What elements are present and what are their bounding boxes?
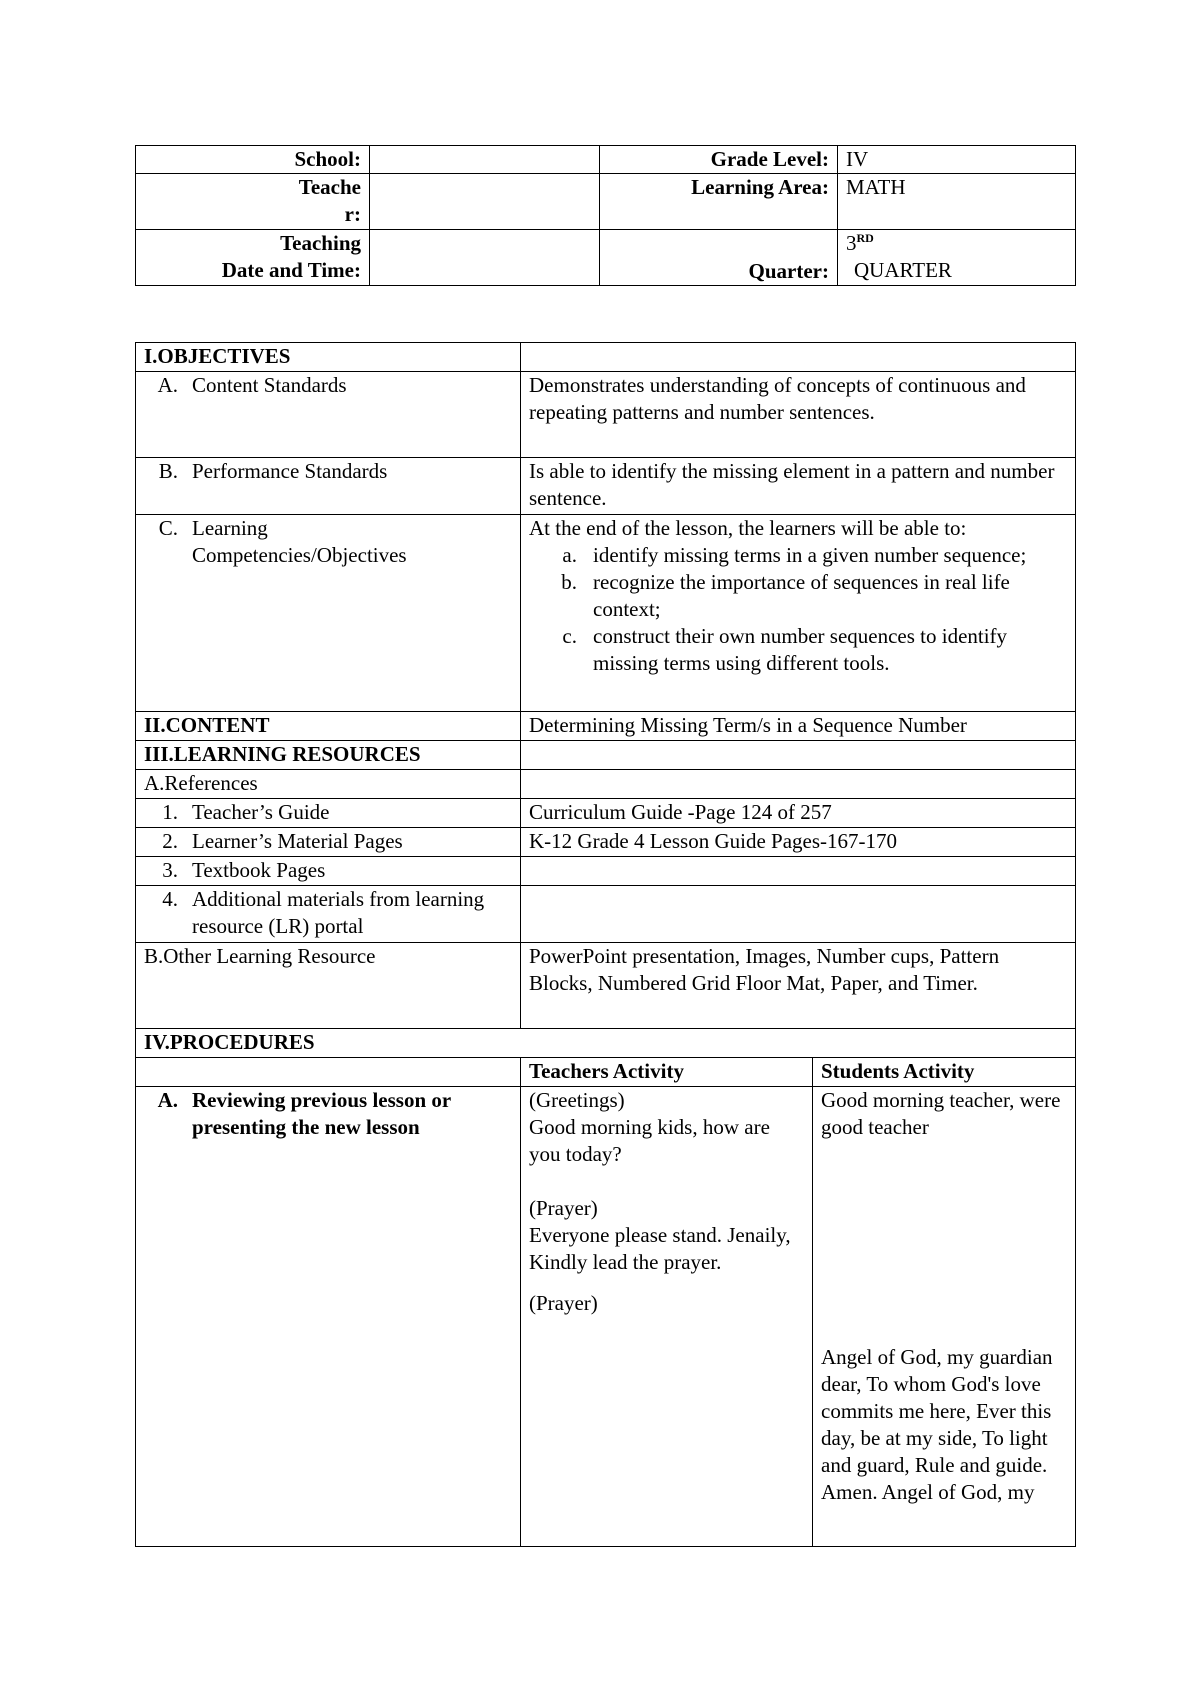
prayer-tag-2: (Prayer) xyxy=(529,1291,598,1315)
additional-materials-label xyxy=(136,886,521,943)
review-lesson-text: Reviewing previous lesson or presenting the new lesson xyxy=(192,1088,451,1139)
competencies-value xyxy=(521,515,1076,712)
teachers-activity-cell xyxy=(521,1087,813,1547)
teachers-guide-marker: 1. xyxy=(162,800,178,824)
greetings-text: Good morning kids, how are you today? xyxy=(529,1115,770,1166)
content-heading: II.CONTENT xyxy=(136,712,521,741)
date-time-label-line2: Date and Time: xyxy=(221,258,361,282)
date-time-label-line1: Teaching xyxy=(280,231,361,255)
quarter-number: 3 xyxy=(846,231,857,255)
students-activity-header: Students Activity xyxy=(813,1058,1076,1087)
header-table xyxy=(135,145,1076,286)
competency-c-marker: c. xyxy=(562,624,577,648)
school-value xyxy=(370,146,600,174)
performance-standards-marker: B. xyxy=(158,459,178,483)
teachers-activity-header: Teachers Activity xyxy=(521,1058,813,1087)
references-blank xyxy=(521,770,1076,799)
teacher-label xyxy=(136,174,370,230)
competency-a-marker: a. xyxy=(562,543,577,567)
prayer-instruction: Everyone please stand. Jenaily, Kindly lead the prayer. xyxy=(529,1223,791,1274)
teachers-guide-text: Teacher’s Guide xyxy=(192,800,330,824)
other-resource-value: PowerPoint presentation, Images, Number cups, Pattern Blocks, Numbered Grid Floor Mat, Paper, and Timer. xyxy=(521,943,1076,1029)
performance-standards-label xyxy=(136,458,521,515)
date-time-label xyxy=(136,230,370,286)
textbook-pages-value xyxy=(521,857,1076,886)
grade-level-value: IV xyxy=(838,146,1076,174)
learners-material-text: Learner’s Material Pages xyxy=(192,829,403,853)
teacher-label-line1: Teache xyxy=(298,175,361,199)
textbook-pages-marker: 3. xyxy=(162,858,178,882)
teacher-value xyxy=(370,174,600,230)
review-lesson-marker: A. xyxy=(157,1088,178,1112)
teacher-label-line2: r: xyxy=(344,202,361,226)
learning-area-value: MATH xyxy=(838,174,1076,230)
content-standards-label xyxy=(136,372,521,458)
learning-resources-blank xyxy=(521,741,1076,770)
greetings-reply: Good morning teacher, were good teacher xyxy=(821,1088,1061,1139)
quarter-value xyxy=(838,230,1076,286)
content-value: Determining Missing Term/s in a Sequence Number xyxy=(521,712,1076,741)
textbook-pages-label xyxy=(136,857,521,886)
teachers-guide-label xyxy=(136,799,521,828)
textbook-pages-text: Textbook Pages xyxy=(192,858,326,882)
quarter-word: QUARTER xyxy=(854,258,952,282)
quarter-suffix: RD xyxy=(856,231,874,245)
additional-materials-text: Additional materials from learning resource (LR) portal xyxy=(192,887,485,938)
performance-standards-value: Is able to identify the missing element in a pattern and number sentence. xyxy=(521,458,1076,515)
date-time-value xyxy=(370,230,600,286)
prayer-tag: (Prayer) xyxy=(529,1196,598,1220)
objectives-heading: I.OBJECTIVES xyxy=(136,343,521,372)
competency-a-text: identify missing terms in a given number sequence; xyxy=(593,543,1027,567)
learning-area-label: Learning Area: xyxy=(600,174,838,230)
learners-material-marker: 2. xyxy=(162,829,178,853)
grade-level-label: Grade Level: xyxy=(600,146,838,174)
competencies-label xyxy=(136,515,521,712)
procedures-heading: IV.PROCEDURES xyxy=(136,1029,1076,1058)
learning-resources-heading: III.LEARNING RESOURCES xyxy=(136,741,521,770)
performance-standards-text: Performance Standards xyxy=(192,459,388,483)
competencies-label-line2: Competencies/Objectives xyxy=(192,543,407,567)
competency-c-text: construct their own number sequences to identify missing terms using different tools. xyxy=(593,624,1008,675)
content-standards-value: Demonstrates understanding of concepts of continuous and repeating patterns and number sentences. xyxy=(521,372,1076,458)
other-resource-label: B.Other Learning Resource xyxy=(136,943,521,1029)
competencies-intro: At the end of the lesson, the learners will be able to: xyxy=(529,516,967,540)
students-activity-cell xyxy=(813,1087,1076,1547)
learners-material-label xyxy=(136,828,521,857)
lesson-plan-table xyxy=(135,342,1076,1547)
content-standards-marker: A. xyxy=(157,373,178,397)
references-label: A.References xyxy=(136,770,521,799)
competencies-marker: C. xyxy=(158,516,178,540)
quarter-label: Quarter: xyxy=(600,230,838,286)
competency-b-marker: b. xyxy=(561,570,577,594)
school-label: School: xyxy=(136,146,370,174)
objectives-heading-blank xyxy=(521,343,1076,372)
prayer-recitation: Angel of God, my guardian dear, To whom God's love commits me here, Ever this day, be at my side, To light and guard, Rule and guide. Amen. Angel of God, my xyxy=(821,1345,1053,1504)
additional-materials-marker: 4. xyxy=(162,887,178,911)
teachers-guide-value: Curriculum Guide -Page 124 of 257 xyxy=(521,799,1076,828)
greetings-tag: (Greetings) xyxy=(529,1088,625,1112)
competencies-label-line1: Learning xyxy=(192,516,268,540)
additional-materials-value xyxy=(521,886,1076,943)
procedures-header-blank xyxy=(136,1058,521,1087)
competency-b-text: recognize the importance of sequences in real life context; xyxy=(593,570,1010,621)
content-standards-text: Content Standards xyxy=(192,373,347,397)
learners-material-value: K-12 Grade 4 Lesson Guide Pages-167-170 xyxy=(521,828,1076,857)
review-lesson-label xyxy=(136,1087,521,1547)
